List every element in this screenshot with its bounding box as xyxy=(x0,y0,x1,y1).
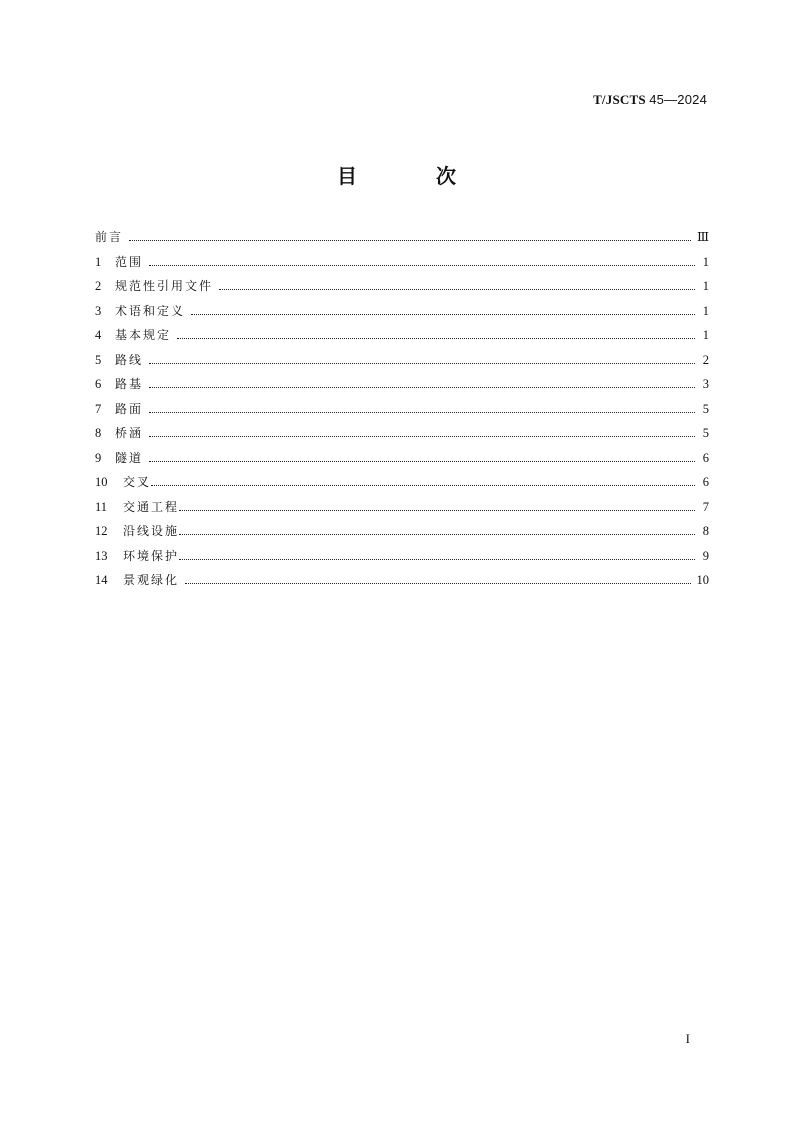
toc-entry-text: 沿线设施 xyxy=(123,524,180,538)
toc-entry-text: 交叉 xyxy=(123,475,152,489)
toc-entry-13[interactable] xyxy=(95,545,709,570)
toc-dot-leader xyxy=(179,509,695,511)
toc-entry-page: 8 xyxy=(702,524,709,538)
toc-entry-page: 2 xyxy=(702,352,709,367)
toc-entry-page: 1 xyxy=(702,254,709,269)
document-code-prefix: T/JSCTS xyxy=(593,92,646,107)
toc-entry-number: 8 xyxy=(95,426,102,440)
toc-entry-7[interactable] xyxy=(95,398,709,423)
toc-entry-12[interactable] xyxy=(95,520,709,545)
toc-dot-leader xyxy=(149,362,695,364)
toc-entry-page: 10 xyxy=(696,573,709,587)
toc-entry-page: 1 xyxy=(702,328,709,342)
toc-entry-number: 14 xyxy=(95,573,108,587)
toc-entry-text: 前言 xyxy=(95,230,124,244)
toc-entry-page: 3 xyxy=(702,377,709,391)
document-code xyxy=(593,92,707,108)
toc-entry-page: 1 xyxy=(702,303,709,318)
toc-dot-leader xyxy=(149,435,695,437)
toc-entry-number: 5 xyxy=(95,352,102,367)
toc-entry-number: 2 xyxy=(95,279,102,293)
toc-entry-2[interactable] xyxy=(95,275,709,300)
toc-entry-number: 1 xyxy=(95,254,102,269)
toc-dot-leader xyxy=(219,288,695,290)
toc-entry-page: 5 xyxy=(702,426,709,440)
toc-dot-leader xyxy=(185,582,690,584)
toc-entry-number: 12 xyxy=(95,524,108,538)
toc-title: 目 次 xyxy=(337,164,492,188)
toc-entry-14[interactable] xyxy=(95,569,709,594)
toc-entry-number: 11 xyxy=(95,499,108,514)
toc-entry-page: 6 xyxy=(702,450,709,465)
toc-entry-10[interactable] xyxy=(95,471,709,496)
toc-entry-5[interactable] xyxy=(95,349,709,374)
toc-entry-9[interactable] xyxy=(95,447,709,472)
toc-entry-number: 10 xyxy=(95,475,108,489)
toc-entry-text: 交通工程 xyxy=(123,499,180,514)
toc-dot-leader xyxy=(179,558,695,560)
toc-dot-leader xyxy=(149,264,695,266)
toc-entry-3[interactable] xyxy=(95,300,709,325)
toc-entry-text: 路线 xyxy=(115,352,144,367)
page-number: I xyxy=(685,1031,690,1046)
toc-entry-text: 规范性引用文件 xyxy=(115,279,214,293)
toc-entry-4[interactable] xyxy=(95,324,709,349)
toc-entry-11[interactable] xyxy=(95,496,709,521)
toc-entry-text: 隧道 xyxy=(115,450,144,465)
table-of-contents xyxy=(95,226,709,594)
toc-dot-leader xyxy=(177,337,695,339)
toc-dot-leader xyxy=(149,411,695,413)
toc-entry-number: 13 xyxy=(95,548,108,563)
toc-dot-leader xyxy=(129,239,691,241)
toc-entry-page: Ⅲ xyxy=(696,230,709,244)
toc-entry-number: 6 xyxy=(95,377,102,391)
toc-entry-text: 范围 xyxy=(115,254,144,269)
toc-entry-1[interactable] xyxy=(95,251,709,276)
toc-entry-number: 7 xyxy=(95,401,102,416)
toc-entry-text: 路面 xyxy=(115,401,144,416)
toc-entry-text: 环境保护 xyxy=(123,548,180,563)
toc-entry-page: 7 xyxy=(702,499,709,514)
toc-dot-leader xyxy=(191,313,695,315)
toc-dot-leader xyxy=(149,386,695,388)
toc-entry-text: 景观绿化 xyxy=(123,573,180,587)
toc-entry-number: 4 xyxy=(95,328,102,342)
toc-entry-foreword[interactable] xyxy=(95,226,709,251)
toc-entry-text: 术语和定义 xyxy=(115,303,186,318)
toc-entry-text: 桥涵 xyxy=(115,426,144,440)
toc-entry-page: 1 xyxy=(702,279,709,293)
toc-entry-page: 9 xyxy=(702,548,709,563)
toc-dot-leader xyxy=(149,460,695,462)
toc-dot-leader xyxy=(179,533,695,535)
toc-dot-leader xyxy=(151,484,695,486)
toc-entry-number: 9 xyxy=(95,450,102,465)
document-code-number: 45—2024 xyxy=(649,92,707,107)
toc-entry-6[interactable] xyxy=(95,373,709,398)
toc-entry-page: 6 xyxy=(702,475,709,489)
toc-entry-text: 基本规定 xyxy=(115,328,172,342)
toc-entry-page: 5 xyxy=(702,401,709,416)
toc-entry-number: 3 xyxy=(95,303,102,318)
toc-entry-text: 路基 xyxy=(115,377,144,391)
toc-entry-8[interactable] xyxy=(95,422,709,447)
